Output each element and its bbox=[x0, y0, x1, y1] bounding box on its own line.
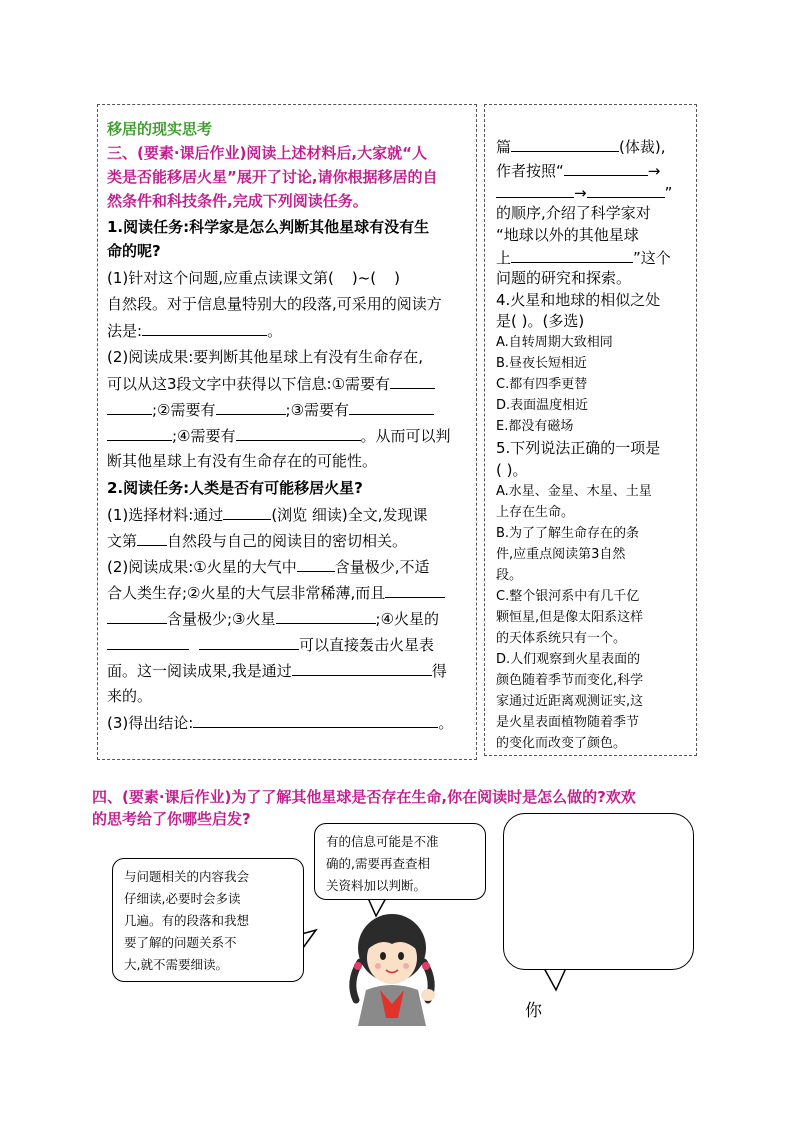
task-2-3-line: (3)得出结论: 。 bbox=[107, 714, 454, 732]
question-4-stem-1: 4.火星和地球的相似之处 bbox=[496, 291, 661, 309]
q5-option-b-line-1: B.为了了解生命存在的条 bbox=[496, 526, 640, 541]
task-2-2-line-3: 含量极少;③火星 ;④火星的 bbox=[107, 608, 439, 629]
q4-option-a: A.自转周期大致相同 bbox=[496, 335, 613, 350]
question-5-stem-1: 5.下列说法正确的一项是 bbox=[496, 439, 661, 457]
q5-option-c-line-2: 颗恒星,但是像太阳系这样 bbox=[496, 610, 644, 625]
answer-bubble[interactable] bbox=[503, 813, 694, 970]
arrow-right-icon: → bbox=[574, 184, 587, 202]
task-1-line-2: 命的呢? bbox=[107, 242, 161, 260]
q5-option-d-line-5: 的变化而改变了颜色。 bbox=[496, 736, 627, 751]
question-4-line-2: 的思考给了你哪些启发? bbox=[92, 810, 251, 828]
q5-option-b-line-3: 段。 bbox=[496, 568, 523, 583]
question-3-line-2: 类是否能移居火星”展开了讨论,请你根据移居的自 bbox=[107, 168, 438, 186]
task-2-heading: 2.阅读任务:人类是否有可能移居火星? bbox=[107, 479, 363, 497]
bubble-left-line-3: 几遍。有的段落和我想 bbox=[124, 913, 250, 928]
arrow-right-icon: → bbox=[647, 162, 661, 180]
bubble-left-line-1: 与问题相关的内容我会 bbox=[124, 869, 250, 884]
q5-option-d-line-3: 家通过近距离观测证实,这 bbox=[496, 694, 644, 709]
task-2-1-line-2: 文第 自然段与自己的阅读目的密切相关。 bbox=[107, 532, 408, 550]
q5-option-a-line-1: A.水星、金星、木星、土星 bbox=[496, 484, 652, 499]
task-2-2-line-5: 面。这一阅读成果,我是通过 得 bbox=[107, 662, 447, 680]
q4-option-d: D.表面温度相近 bbox=[496, 398, 589, 413]
q5-option-d-line-2: 颜色随着季节而变化,科学 bbox=[496, 673, 644, 688]
bubble-left-line-4: 要了解的问题关系不 bbox=[124, 935, 237, 950]
bubble-left-line-2: 仔细读,必要时会多读 bbox=[124, 891, 241, 906]
bubble-left-line-5: 大,就不需要细读。 bbox=[124, 957, 228, 972]
question-4-line-1: 四、(要素·课后作业)为了了解其他星球是否存在生命,你在阅读时是怎么做的?欢欢 bbox=[92, 788, 636, 806]
right-line-4: 的顺序,介绍了科学家对 bbox=[496, 204, 651, 222]
bubble-middle-line-1: 有的信息可能是不准 bbox=[326, 834, 439, 849]
task-2-1-line-1: (1)选择材料:通过 (浏览 细读)全文,发现课 bbox=[107, 506, 428, 524]
task-1-1-line-3: 法是: 。 bbox=[107, 322, 283, 340]
question-3-line-3: 然条件和科技条件,完成下列阅读任务。 bbox=[107, 192, 368, 210]
question-3-line-1: 三、(要素·课后作业)阅读上述材料后,大家就“人 bbox=[107, 144, 427, 162]
q5-option-c-line-1: C.整个银河系中有几千亿 bbox=[496, 589, 640, 604]
task-2-2-line-4: 可以直接轰击火星表 bbox=[107, 634, 434, 655]
right-line-5: “地球以外的其他星球 bbox=[496, 226, 639, 244]
q5-option-b-line-2: 件,应重点阅读第3自然 bbox=[496, 547, 626, 562]
bubble-middle-line-3: 关资料加以判断。 bbox=[326, 878, 427, 893]
task-1-2-line-2: 可以从这3段文字中获得以下信息:①需要有 bbox=[107, 373, 435, 394]
q4-option-b: B.昼夜长短相近 bbox=[496, 356, 588, 371]
bubble-middle-line-2: 确的,需要再查查相 bbox=[326, 856, 430, 871]
task-2-2-line-1: (2)阅读成果:①火星的大气中 含量极少,不适 bbox=[107, 558, 430, 576]
q5-option-d-line-1: D.人们观察到火星表面的 bbox=[496, 652, 641, 667]
task-1-line-1: 1.阅读任务:科学家是怎么判断其他星球有没有生 bbox=[107, 218, 430, 236]
q5-option-c-line-3: 的天体系统只有一个。 bbox=[496, 631, 627, 646]
girl-icon bbox=[353, 914, 435, 1026]
question-4-stem-2: 是( )。(多选) bbox=[496, 312, 585, 330]
right-line-2: 作者按照“ → bbox=[496, 162, 661, 180]
right-line-1: 篇 (体裁), bbox=[496, 138, 666, 156]
task-1-2-line-4: ;④需要有 。从而可以判 bbox=[107, 425, 451, 446]
right-line-7: 问题的研究和探索。 bbox=[496, 269, 632, 287]
right-line-3: → ” bbox=[496, 182, 672, 203]
task-1-1-line-1: (1)针对这个问题,应重点读课文第( )~( ) bbox=[107, 269, 401, 287]
task-1-1-line-2: 自然段。对于信息量特别大的段落,可采用的阅读方 bbox=[107, 295, 442, 313]
q5-option-d-line-4: 是火星表面植物随着季节 bbox=[496, 715, 640, 730]
task-1-2-line-5: 断其他星球上有没有生命存在的可能性。 bbox=[107, 452, 378, 470]
you-label: 你 bbox=[525, 1001, 542, 1021]
q4-option-c: C.都有四季更替 bbox=[496, 377, 588, 392]
section-title: 移居的现实思考 bbox=[107, 120, 213, 138]
task-1-2-line-3: ;②需要有 ;③需要有 bbox=[107, 399, 434, 420]
question-5-stem-2: ( )。 bbox=[496, 461, 528, 479]
q5-option-a-line-2: 上存在生命。 bbox=[496, 505, 575, 520]
task-2-2-line-2: 合人类生存;②火星的大气层非常稀薄,而且 bbox=[107, 582, 445, 603]
task-1-2-line-1: (2)阅读成果:要判断其他星球上有没有生命存在, bbox=[107, 348, 424, 366]
right-line-6: 上 ”这个 bbox=[496, 249, 671, 267]
task-2-2-line-6: 来的。 bbox=[107, 687, 153, 705]
q4-option-e: E.都没有磁场 bbox=[496, 419, 574, 434]
